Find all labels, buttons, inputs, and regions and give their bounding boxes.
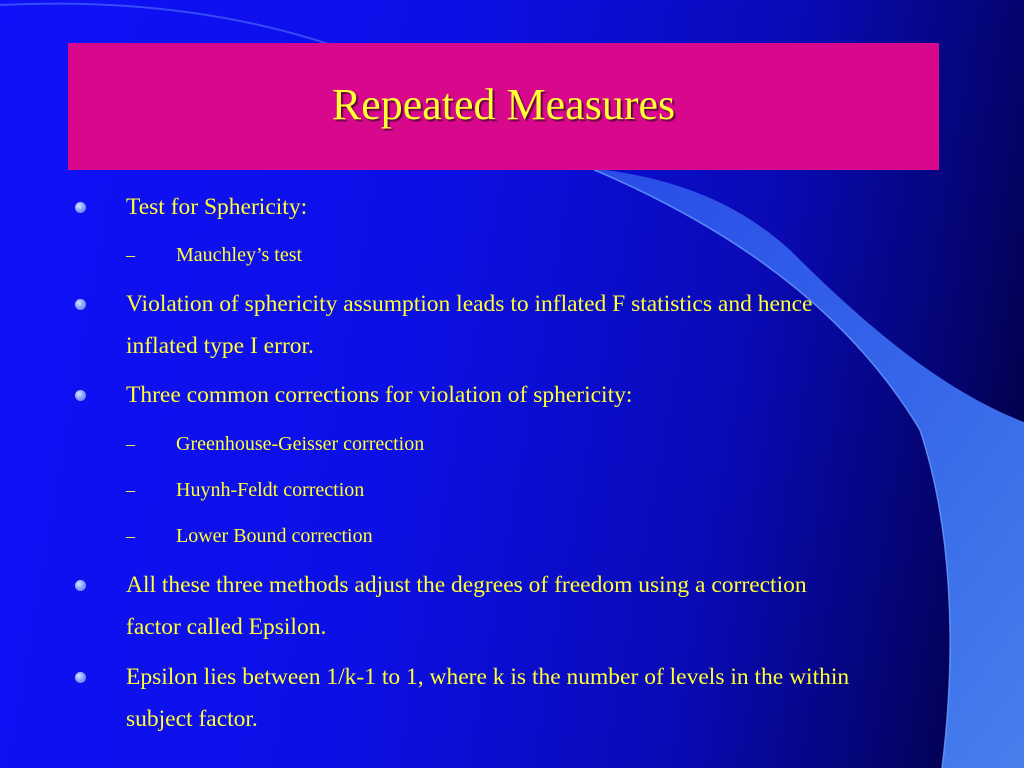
bullet-dot-icon: [75, 580, 86, 591]
sub-bullet-item: [126, 523, 373, 549]
bullet-text-line: subject factor.: [126, 706, 258, 732]
bullet-text-line: Greenhouse-Geisser correction: [176, 433, 425, 455]
slide-title: Repeated Measures: [331, 79, 676, 129]
bullet-text-line: Violation of sphericity assumption leads to inflated F statistics and hence: [126, 291, 813, 317]
bullet-item: [126, 564, 807, 648]
sub-bullet-item: [126, 242, 303, 268]
bullet-item: [126, 186, 307, 228]
bullet-text-line: Test for Sphericity:: [126, 194, 308, 220]
dash-bullet-icon: –: [126, 526, 135, 546]
bullet-text-line: Lower Bound correction: [176, 525, 373, 547]
bullet-item: [126, 374, 632, 416]
bullet-dot-icon: [75, 390, 86, 401]
bullet-text-line: Three common corrections for violation of sphericity:: [126, 382, 633, 408]
bullet-text-line: factor called Epsilon.: [126, 614, 327, 640]
dash-bullet-icon: –: [126, 434, 135, 454]
bullet-item: [126, 283, 812, 367]
sub-bullet-item: [126, 431, 425, 457]
bullet-text-line: Mauchley’s test: [176, 244, 303, 266]
dash-bullet-icon: –: [126, 245, 135, 265]
bullet-text-line: inflated type I error.: [126, 333, 314, 359]
bullet-text-line: Epsilon lies between 1/k-1 to 1, where k is the number of levels in the within: [126, 664, 850, 690]
bullet-dot-icon: [75, 672, 86, 683]
bullet-dot-icon: [75, 202, 86, 213]
bullet-dot-icon: [75, 299, 86, 310]
bullet-text-line: Huynh-Feldt correction: [176, 479, 365, 501]
bullet-text-line: All these three methods adjust the degrees of freedom using a correction: [126, 572, 807, 598]
sub-bullet-item: [126, 477, 365, 503]
bullet-item: [126, 656, 849, 740]
dash-bullet-icon: –: [126, 480, 135, 500]
